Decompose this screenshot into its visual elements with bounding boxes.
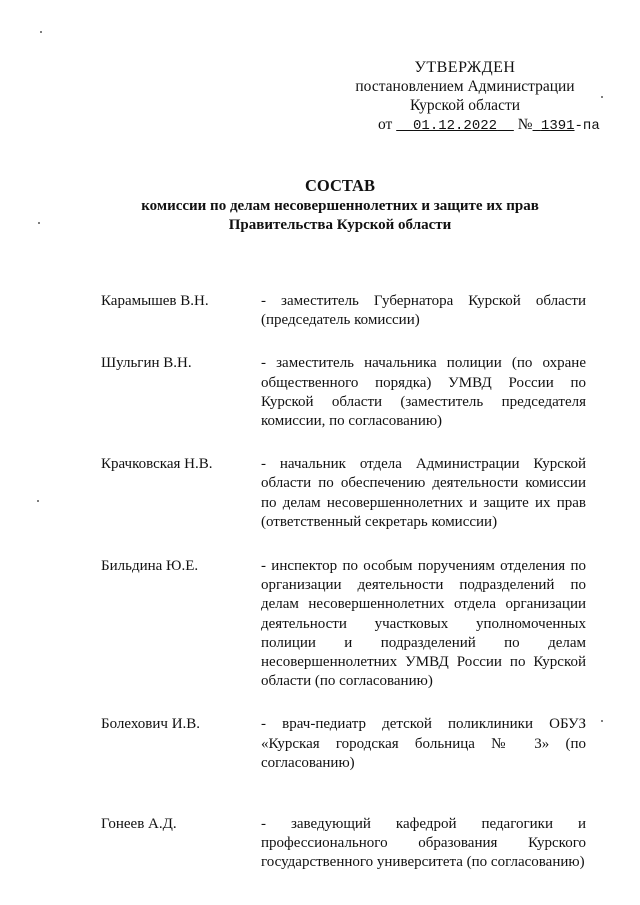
scan-speck — [37, 500, 39, 502]
member-name: Гонеев А.Д. — [101, 816, 177, 833]
date-prefix: от — [378, 116, 393, 133]
document-heading — [60, 176, 620, 235]
approval-line-2: Курской области — [409, 97, 521, 114]
member-role: - заместитель начальника полиции (по охране общественного порядка) УМВД России по Курской области (заместитель председателя комиссии, по согласованию) — [261, 355, 586, 430]
member-role: - заведующий кафедрой педагогики и профессионального образования Курского государственного университета (по согласованию) — [261, 816, 586, 871]
member-row — [101, 815, 586, 873]
approval-line-1: постановлением Администрации — [355, 78, 575, 95]
member-role: - инспектор по особым поручениям отделения по организации деятельности подразделений по делам несовершеннолетних отдела организации деятельности участковых уполномоченных полиции и подразделений по делам несовершеннолетних УМВД России по Курской области (по согласованию) — [261, 558, 586, 690]
approval-date: 01.12.2022 — [413, 118, 498, 134]
approval-date-line — [340, 115, 600, 136]
heading-line-2: Правительства Курской области — [228, 217, 452, 233]
member-name: Карамышев В.Н. — [101, 293, 209, 309]
member-row — [101, 455, 586, 532]
member-role: - врач-педиатр детской поликлиники ОБУЗ «Курская городская больница № 3» (по согласованию) — [261, 716, 586, 771]
member-row — [101, 292, 586, 330]
scan-speck — [40, 31, 42, 33]
members-list — [101, 292, 586, 873]
approval-title: УТВЕРЖДЕН — [414, 59, 516, 76]
member-row — [101, 557, 586, 691]
scan-speck — [601, 96, 603, 98]
member-row — [101, 354, 586, 431]
member-name: Бильдина Ю.Е. — [101, 558, 199, 575]
approval-number: 1391 — [540, 118, 575, 134]
heading-line-1: комиссии по делам несовершеннолетних и защите их прав — [141, 198, 539, 214]
approval-block — [340, 58, 600, 136]
member-role: - заместитель Губернатора Курской области (председатель комиссии) — [261, 293, 586, 329]
number-prefix: № — [517, 116, 533, 133]
member-name: Шульгин В.Н. — [101, 355, 192, 372]
scan-speck — [38, 222, 40, 224]
heading-title: СОСТАВ — [305, 176, 375, 195]
member-row — [101, 715, 586, 773]
scan-speck — [601, 720, 603, 722]
member-name: Болехович И.В. — [101, 716, 201, 733]
member-name: Крачковская Н.В. — [101, 456, 213, 473]
approval-number-suffix: -па — [574, 118, 600, 134]
member-role: - начальник отдела Администрации Курской области по обеспечению деятельности комиссии по делам несовершеннолетних и защите их прав (ответственный секретарь комиссии) — [261, 456, 586, 530]
